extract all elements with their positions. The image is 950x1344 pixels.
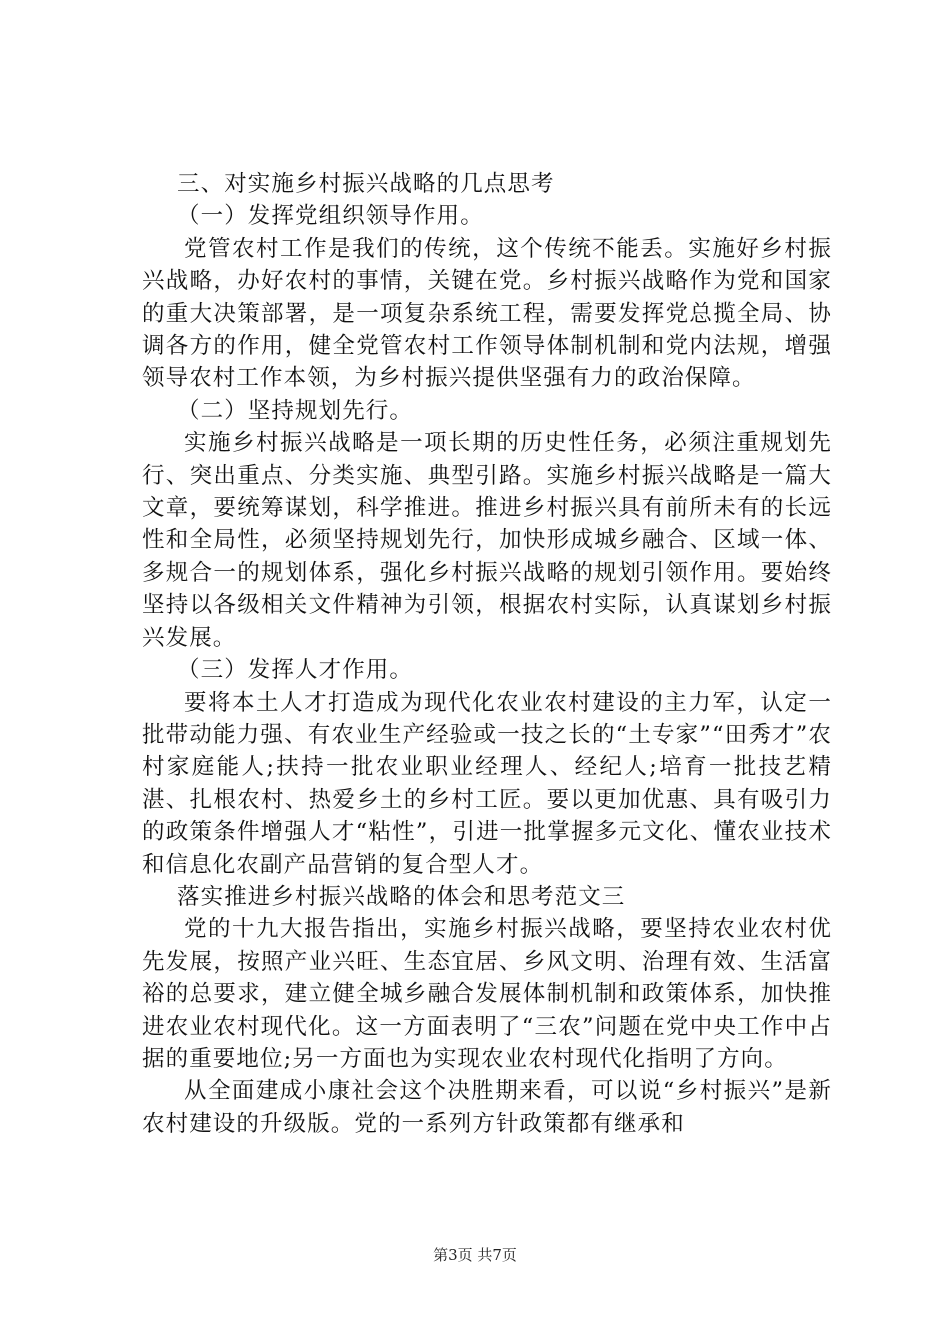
paragraph-1: 党管农村工作是我们的传统，这个传统不能丢。实施好乡村振兴战略，办好农村的事情，关键在党。乡村振兴战略作为党和国家的重大决策部署，是一项复杂系统工程，需要发挥党总揽全局、协调各方的作用，健全党管农村工作领导体制机制和党内法规，增强领导农村工作本领，为乡村振兴提供坚强有力的政治保障。 — [142, 235, 832, 392]
page-footer: 第3页 共7页 — [433, 1246, 517, 1264]
article-title: 落实推进乡村振兴战略的体会和思考范文三 — [177, 883, 626, 910]
paragraph-2: 实施乡村振兴战略是一项长期的历史性任务，必须注重规划先行、突出重点、分类实施、典型引路。实施乡村振兴战略是一篇大文章，要统筹谋划，科学推进。推进乡村振兴具有前所未有的长远性和全局性，必须坚持规划先行，加快形成城乡融合、区域一体、多规合一的规划体系，强化乡村振兴战略的规划引领作用。要始终坚持以各级相关文件精神为引领，根据农村实际，认真谋划乡村振兴发展。 — [142, 430, 832, 651]
sub-heading-2: （二）坚持规划先行。 — [177, 397, 414, 424]
document-body — [142, 168, 832, 1140]
paragraph-3: 要将本土人才打造成为现代化农业农村建设的主力军，认定一批带动能力强、有农业生产经验或一技之长的“土专家”“田秀才”农村家庭能人;扶持一批农业职业经理人、经纪人;培育一批技艺精湛、扎根农村、热爱乡土的乡村工匠。要以更加优惠、具有吸引力的政策条件增强人才“粘性”，引进一批掌握多元文化、懂农业技术和信息化农副产品营销的复合型人才。 — [142, 689, 832, 878]
section-heading: 三、对实施乡村振兴战略的几点思考 — [177, 171, 555, 197]
paragraph-5: 从全面建成小康社会这个决胜期来看，可以说“乡村振兴”是新农村建设的升级版。党的一系列方针政策都有继承和 — [142, 1078, 832, 1137]
sub-heading-3: （三）发挥人才作用。 — [177, 657, 414, 684]
sub-heading-1: （一）发挥党组织领导作用。 — [177, 203, 484, 230]
paragraph-4: 党的十九大报告指出，实施乡村振兴战略，要坚持农业农村优先发展，按照产业兴旺、生态宜居、乡风文明、治理有效、生活富裕的总要求，建立健全城乡融合发展体制机制和政策体系，加快推进农业农村现代化。这一方面表明了“三农”问题在党中央工作中占据的重要地位;另一方面也为实现农业农村现代化指明了方向。 — [142, 916, 832, 1072]
